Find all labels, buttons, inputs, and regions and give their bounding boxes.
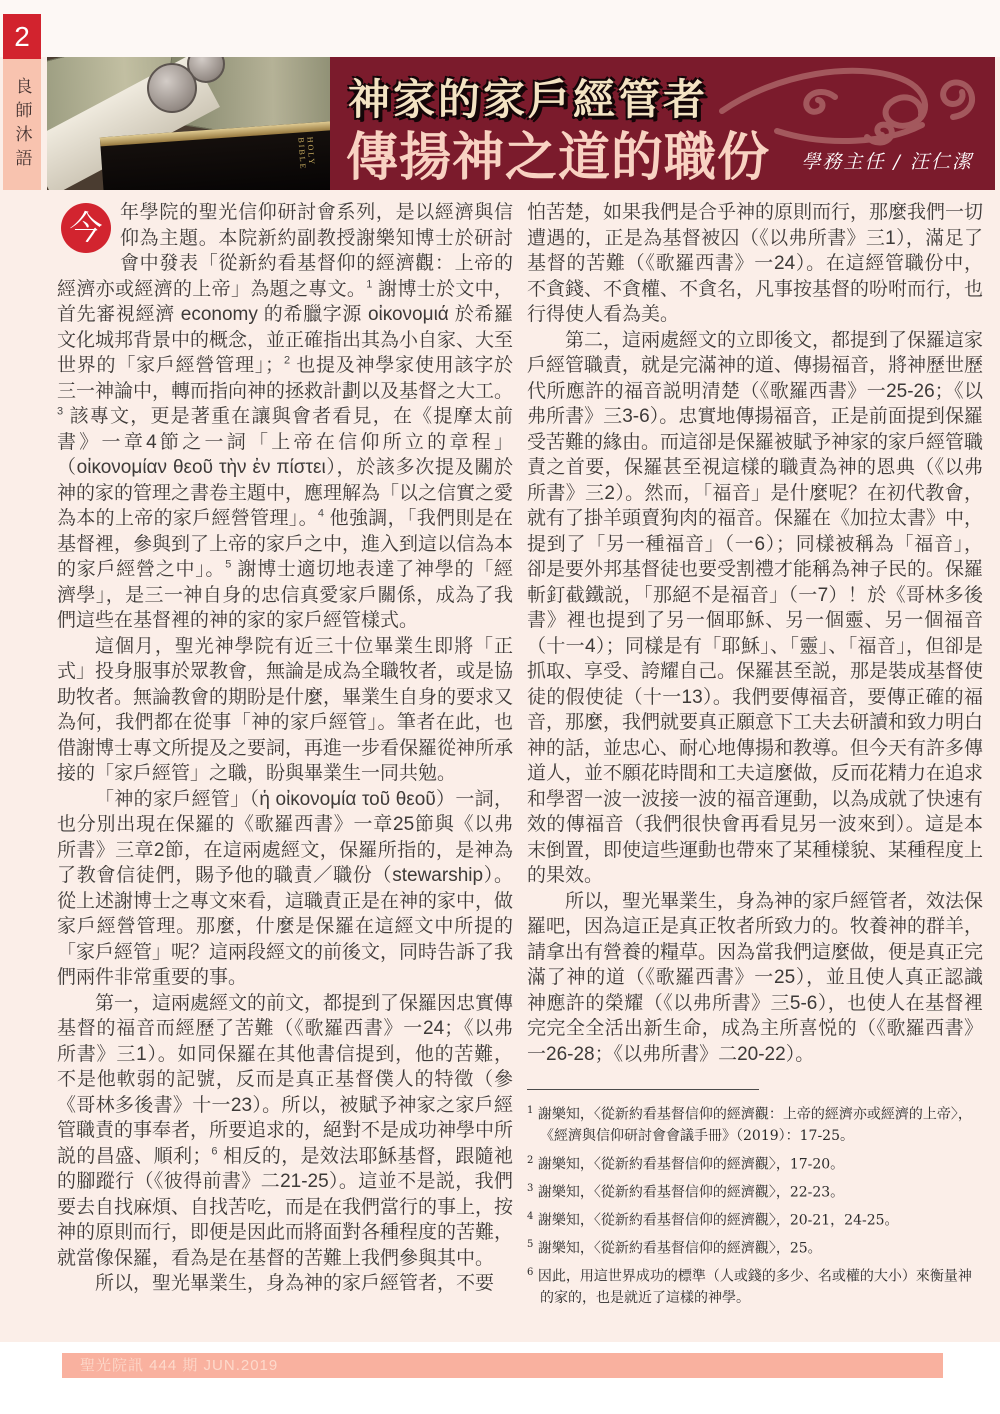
article-column-right [527, 200, 983, 1348]
header-photo [47, 57, 330, 190]
body-text: 謝博士於文中，首先審視經濟 economy 的希臘字源 οἰκονομιά 於希羅文化城邦背景中的概念，並正確指出其為小自家、大至世界的「家戶經營管理」； [57, 278, 513, 376]
footnote-ref: 4 [317, 507, 325, 520]
footnote [527, 1178, 983, 1204]
paragraph: 所以，聖光畢業生，身為神的家戶經管者，效法保羅吧，因為這正是真正牧者所致力的。牧養神的群羊，請拿出有營養的糧草。因為當我們這麼做，便是真正完滿了神的道（《歌羅西書》一25），並且使人真正認識神應許的榮耀（《以弗所書》三5-6），也使人在基督裡完完全全活出新生命，成為主所喜悦的（《歌羅西書》一26-28；《以弗所書》二20-22）。 [527, 890, 983, 1065]
header-banner [330, 57, 995, 190]
footnotes-block [527, 1089, 983, 1310]
footnote-divider [527, 1089, 759, 1090]
footnote-ref: 2 [284, 354, 291, 367]
footnote [527, 1100, 983, 1148]
body-text: 該專文，更是著重在讓與會者看見，在《提摩太前書》一章4節之一詞「上帝在信仰所立的章程」（οἰκονομίαν θεοῦ τὴν ἐν πίστει），於該多次提及關於神的家的管理之書卷主題中，應理解為「以之信實之愛為本的上帝的家戶經營管理」。 [57, 406, 513, 529]
footnote-ref: 1 [366, 278, 373, 291]
footnote-text: 謝樂知，〈從新約看基督信仰的經濟觀：上帝的經濟亦或經濟的上帝〉，《經濟與信仰研討會會議手冊》（2019）：17-25。 [537, 1106, 972, 1145]
article-column-left [57, 200, 513, 1348]
paragraph: 怕苦楚，如果我們是合乎神的原則而行，那麼我們一切遭遇的，正是為基督被囚（《以弗所書》三1），滿足了基督的苦難（《歌羅西書》一24）。在這經管職份中，不貪錢、不貪權、不貪名，凡事按基督的吩咐而行，也行得使人看為美。 [527, 202, 983, 325]
paragraph: 「神的家戶經管」（ἡ οἰκονομία τοῦ θεοῦ）一詞，也分別出現在保羅的《歌羅西書》一章25節與《以弗所書》三章2節，在這兩處經文，保羅所指的，是神為了教會信徒們，賜予他的職責／職份（stewarship）。從上述謝博士之專文來看，這職責正是在神的家中，做家戶經營管理。那麼，什麼是保羅在這經文中所提的「家戶經管」呢？這兩段經文的前後文，同時告訴了我們兩件非常重要的事。 [57, 788, 513, 988]
article-title: 神家的家戶經管者 [348, 76, 709, 123]
footnote [527, 1150, 983, 1176]
footnote-text: 謝樂知，〈從新約看基督信仰的經濟觀〉，17-20。 [537, 1156, 845, 1173]
paragraph [57, 991, 513, 1272]
footnote-number: 3 [527, 1182, 534, 1194]
paragraph: 第二，這兩處經文的立即後文，都提到了保羅這家戶經管職責，就是完滿神的道、傳揚福音，將神歷世歷代所應許的福音説明清楚（《歌羅西書》一25-26；《以弗所書》三3-6）。忠實地傳揚福音，正是前面提到保羅受苦難的緣由。而這卻是保羅被賦予神家的家戶經管職責之首要，保羅甚至視這樣的職責為神的恩典（《以弗所書》三2）。然而，「福音」是什麼呢？在初代教會，就有了掛羊頭賣狗肉的福音。保羅在《加拉太書》中，提到了「另一種福音」（一6）；同樣被稱為「福音」，卻是要外邦基督徒也要受割禮才能稱為神子民的。保羅斬釘截鐵説，「那絕不是福音」（一7）！於《哥林多後書》裡也提到了另一個耶穌、另一個靈、另一個福音（十一4）；同樣是有「耶穌」、「靈」、「福音」，但卻是抓取、享受、誇耀自己。保羅甚至説，那是裝成基督使徒的假使徒（十一13）。我們要傳福音，要傳正確的福音，那麼，我們就要真正願意下工夫去研讀和致力明白神的話，並忠心、耐心地傳揚和教導。但今天有許多傳道人，並不願花時間和工夫這麼做，反而花精力在追求和學習一波一波接一波的福音運動，以為成就了快速有效的傳福音（我們很快會再看見另一波來到）。這是本末倒置，即使這些運動也帶來了某種樣貌、某種程度上的果效。 [527, 329, 983, 886]
footer-issue-bar: 聖光院訊 444 期 JUN.2019 [62, 1353, 943, 1378]
footnote-ref: 6 [211, 1145, 218, 1158]
author-byline: 學務主任 / 汪仁潔 [801, 151, 973, 173]
body-text: 他強調，「我們則是在基督裡，參與到了上帝的家戶之中，進入到這以信為本的家戶經營之中」。 [57, 508, 513, 580]
footnote [527, 1234, 983, 1260]
paragraph: 所以，聖光畢業生，身為神的家戶經管者，不要 [95, 1273, 495, 1294]
footnote [527, 1262, 983, 1310]
footnote-text: 因此，用這世界成功的標準（人或錢的多少、名或權的大小）來衡量神的家的，也是就近了這樣的神學。 [537, 1268, 972, 1307]
footnote-number: 5 [527, 1239, 534, 1251]
coin-shape [147, 63, 197, 113]
footnote-text: 謝樂知，〈從新約看基督信仰的經濟觀〉，20-21，24-25。 [537, 1212, 899, 1229]
body-text: 謝博士適切地表達了神學的「經濟學」，是三一神自身的忠信真愛家戶關係，成為了我們這些在基督裡的神的家的家戶經管樣式。 [57, 559, 513, 631]
article-subtitle: 傳揚神之道的職份 [346, 127, 771, 188]
footnote-number: 1 [527, 1105, 534, 1116]
footnote-number: 6 [527, 1267, 534, 1279]
footnote-ref: 5 [225, 558, 232, 571]
footnote [527, 1206, 983, 1232]
body-text: 相反的，是效法耶穌基督，跟隨祂的腳蹤行（《彼得前書》二21-25）。這並不是説，我們要去自找麻煩、自找苦吃，而是在我們當行的事上，按神的原則而行，即便是因此而將面對各種程度的苦難，就當像保羅，看為是在基督的苦難上我們參與其中。 [57, 1145, 513, 1269]
footnote-number: 2 [527, 1154, 534, 1166]
footnote-ref: 3 [57, 405, 64, 418]
footnote-text: 謝樂知，〈從新約看基督信仰的經濟觀〉，22-23。 [537, 1184, 845, 1201]
body-text: 也提及神學家使用該字於三一神論中，轉而指向神的拯救計劃以及基督之大工。 [57, 355, 513, 402]
drop-cap: 今 [61, 203, 111, 253]
paragraph: 這個月，聖光神學院有近三十位畢業生即將「正式」投身服事於眾教會，無論是成為全職牧者，或是協助牧者。無論教會的期盼是什麼，畢業生自身的要求又為何，我們都在從事「神的家戶經管」。筆者在此，也借謝博士專文所提及之要詞，再進一步看保羅從神所承接的「家戶經管」之職，盼與畢業生一同共勉。 [57, 635, 513, 784]
section-tab: 良師沐語 [3, 59, 41, 190]
body-text: 第一，這兩處經文的前文，都提到了保羅因忠實傳基督的福音而經歷了苦難（《歌羅西書》一24；《以弗所書》三1）。如同保羅在其他書信提到，他的苦難，不是他軟弱的記號，反而是真正基督僕人的特徵（參《哥林多後書》十一23）。所以，被賦予神家之家戶經管職責的事奉者，所要追求的，絕對不是成功神學中所説的昌盛、順利； [57, 992, 513, 1167]
footnote-text: 謝樂知，〈從新約看基督信仰的經濟觀〉，25。 [537, 1240, 822, 1257]
paragraph [57, 200, 513, 634]
body-text: 年學院的聖光信仰研討會系列，是以經濟與信仰為主題。本院新約副教授謝樂知博士於研討會中發表「從新約看基督仰的經濟觀：上帝的經濟亦或經濟的上帝」為題之專文。 [57, 202, 513, 300]
page-number: 2 [3, 14, 41, 59]
footnote-number: 4 [527, 1210, 534, 1222]
bible-spine-text: HOLY BIBLE [296, 136, 317, 171]
